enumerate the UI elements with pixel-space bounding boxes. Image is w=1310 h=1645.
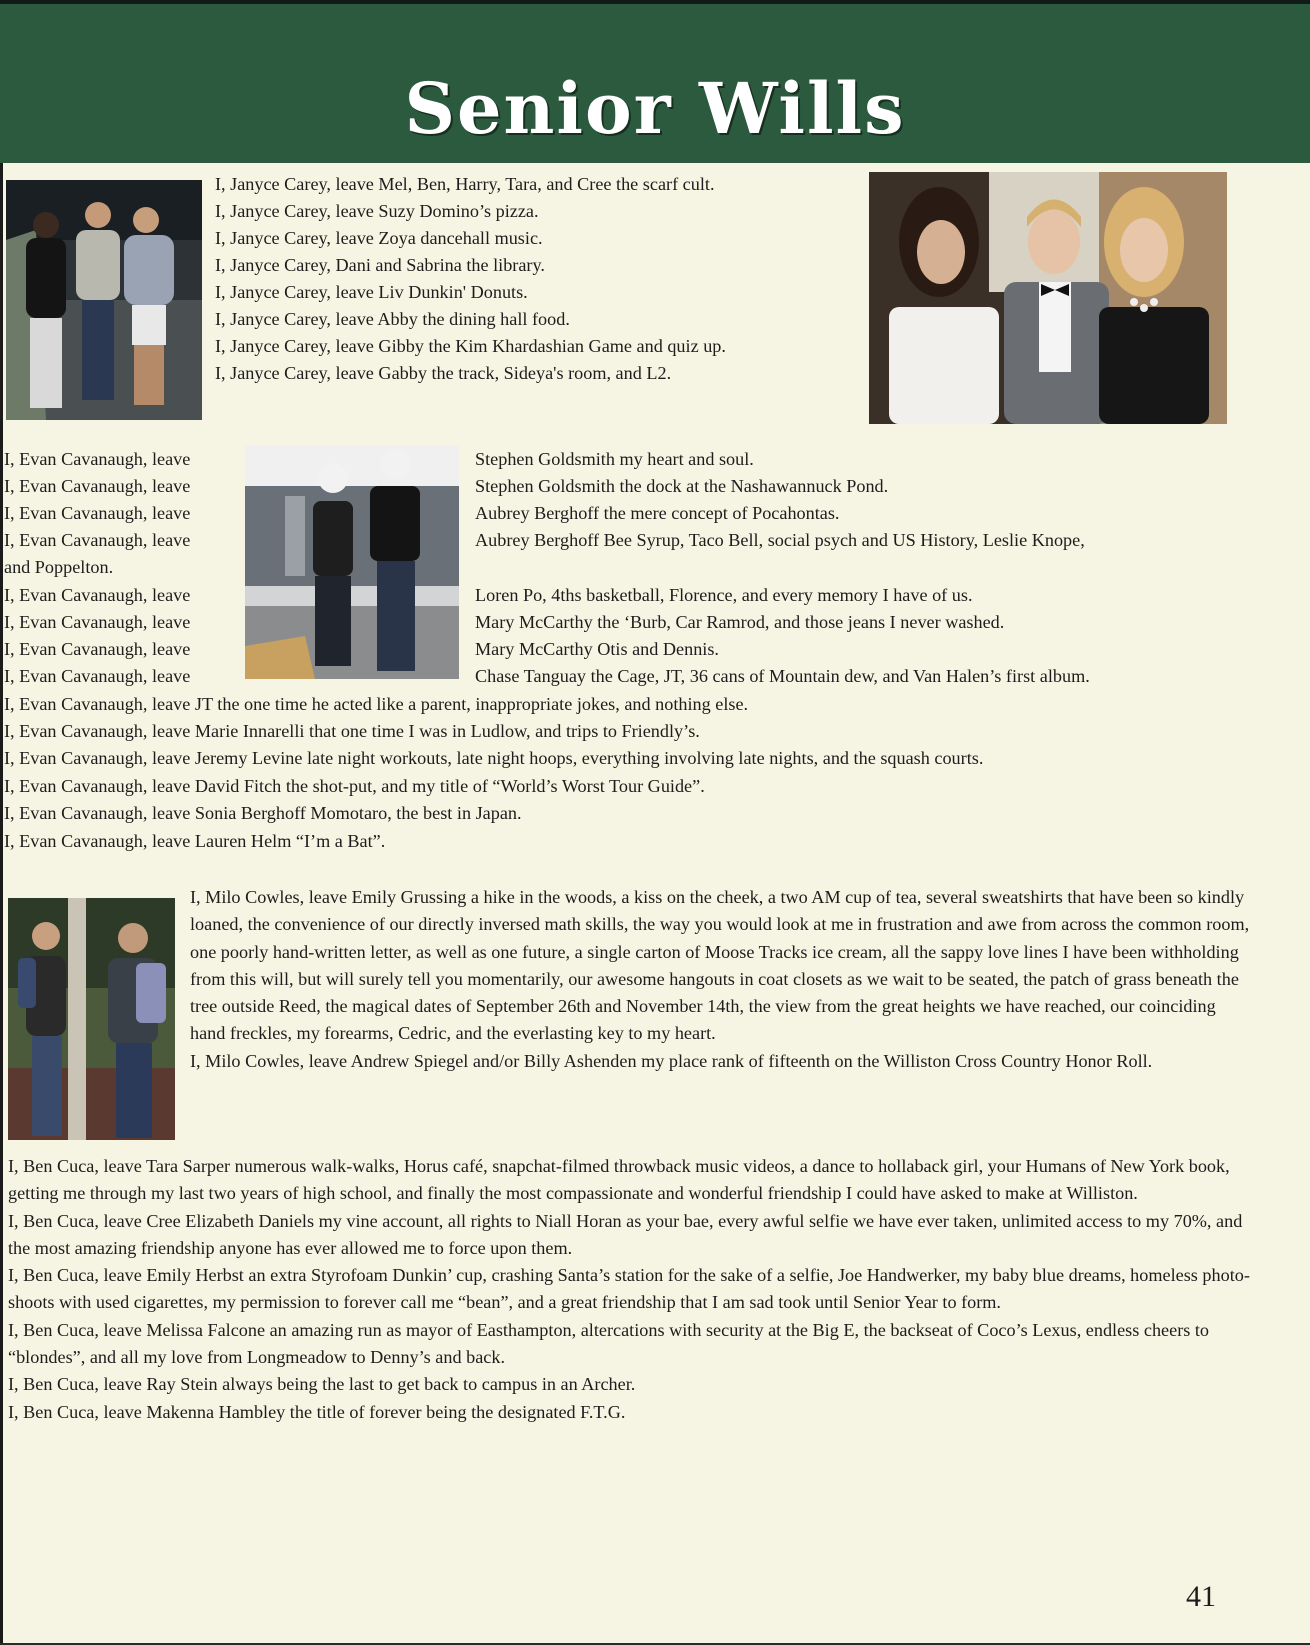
- will-rest: Stephen Goldsmith the dock at the Nashawannuck Pond.: [475, 476, 889, 496]
- will-paragraph: I, Ben Cuca, leave Cree Elizabeth Daniels my vine account, all rights to Niall Horan as your bae, every awful selfie we have ever taken, unlimited access to my 70%, and the most amazing friendship anyone has ever allowed me to force upon them.: [8, 1210, 1243, 1258]
- page-title: Senior Wills: [404, 67, 906, 150]
- will-continuation: and Poppelton.: [4, 557, 114, 577]
- will-line: I, Janyce Carey, leave Gibby the Kim Khardashian Game and quiz up.: [215, 336, 726, 356]
- milo-wills: [190, 884, 1250, 1075]
- will-paragraph: I, Ben Cuca, leave Tara Sarper numerous walk-walks, Horus café, snapchat-filmed throwback music videos, a dance to hollaback girl, your Humans of New York book, getting me through my last two years of high school, and finally the most compassionate and wonderful friendship I could have asked to make at Williston.: [8, 1156, 1230, 1204]
- will-line: I, Evan Cavanaugh, leave Sonia Berghoff Momotaro, the best in Japan.: [4, 803, 522, 823]
- photo-two-guys-backpacks: [8, 898, 175, 1140]
- will-line: I, Janyce Carey, leave Abby the dining hall food.: [215, 309, 570, 329]
- will-line: I, Evan Cavanaugh, leave David Fitch the shot-put, and my title of “World’s Worst Tour Guide”.: [4, 776, 705, 796]
- will-line: I, Janyce Carey, leave Zoya dancehall music.: [215, 228, 543, 248]
- will-line: I, Evan Cavanaugh, leave Marie Innarelli that one time I was in Ludlow, and trips to Friendly’s.: [4, 721, 700, 741]
- will-rest: Aubrey Berghoff Bee Syrup, Taco Bell, social psych and US History, Leslie Knope,: [475, 530, 1085, 550]
- will-rest: Mary McCarthy the ‘Burb, Car Ramrod, and those jeans I never washed.: [475, 612, 1005, 632]
- header-banner: [0, 0, 1310, 163]
- will-paragraph: I, Ben Cuca, leave Ray Stein always being the last to get back to campus in an Archer.: [8, 1374, 636, 1395]
- will-line: I, Janyce Carey, leave Liv Dunkin' Donuts.: [215, 282, 528, 302]
- will-rest: Aubrey Berghoff the mere concept of Pocahontas.: [475, 503, 840, 523]
- will-prefix: I, Evan Cavanaugh, leave: [4, 666, 191, 686]
- will-paragraph: I, Milo Cowles, leave Emily Grussing a hike in the woods, a kiss on the cheek, a two AM cup of tea, several sweatshirts that have been so kindly loaned, the convenience of our directly inversed math skills, the way you would look at me in frustration and awe from across the common room, one poorly hand-written letter, as well as one future, a single carton of Moose Tracks ice cream, all the sappy love lines I have been withholding from this will, but will surely tell you momentarily, our awesome hangouts in coat closets as we wait to be seated, the patch of grass beneath the tree outside Reed, the magical dates of September 26th and November 14th, the view from the great heights we have reached, our coinciding hand freckles, my forearms, Cedric, and the everlasting key to my heart.: [190, 887, 1250, 1044]
- photo-hockey-helmets: [245, 446, 459, 679]
- will-prefix: I, Evan Cavanaugh, leave: [4, 612, 191, 632]
- will-paragraph: I, Ben Cuca, leave Emily Herbst an extra Styrofoam Dunkin’ cup, crashing Santa’s station for the sake of a selfie, Joe Handwerker, my baby blue dreams, homeless photo-shoots with used cigarettes, my permission to forever call me “bean”, and a great friendship that I am sad took until Senior Year to form.: [8, 1265, 1250, 1313]
- will-line: I, Evan Cavanaugh, leave JT the one time he acted like a parent, inappropriate jokes, and nothing else.: [4, 694, 749, 714]
- ben-wills: [8, 1153, 1258, 1426]
- will-line: I, Evan Cavanaugh, leave Lauren Helm “I’m a Bat”.: [4, 831, 386, 851]
- will-line: I, Janyce Carey, leave Suzy Domino’s pizza.: [215, 201, 539, 221]
- will-rest: Stephen Goldsmith my heart and soul.: [475, 449, 754, 469]
- will-line: I, Evan Cavanaugh, leave Jeremy Levine late night workouts, late night hoops, everything involving late nights, and the squash courts.: [4, 748, 984, 768]
- will-line: I, Janyce Carey, Dani and Sabrina the library.: [215, 255, 545, 275]
- will-paragraph: I, Ben Cuca, leave Melissa Falcone an amazing run as mayor of Easthampton, altercations with security at the Big E, the backseat of Coco’s Lexus, endless cheers to “blondes”, and all my love from Longmeadow to Denny’s and back.: [8, 1319, 1210, 1368]
- will-prefix: I, Evan Cavanaugh, leave: [4, 449, 191, 469]
- will-paragraph: I, Milo Cowles, leave Andrew Spiegel and/or Billy Ashenden my place rank of fifteenth on the Williston Cross Country Honor Roll.: [190, 1050, 1153, 1071]
- will-rest: Chase Tanguay the Cage, JT, 36 cans of Mountain dew, and Van Halen’s first album.: [475, 666, 1090, 686]
- page-number: 41: [1186, 1580, 1216, 1613]
- will-prefix: I, Evan Cavanaugh, leave: [4, 639, 191, 659]
- will-paragraph: I, Ben Cuca, leave Makenna Hambley the title of forever being the designated F.T.G.: [8, 1401, 626, 1422]
- will-prefix: I, Evan Cavanaugh, leave: [4, 585, 191, 605]
- will-rest: Mary McCarthy Otis and Dennis.: [475, 639, 719, 659]
- left-edge-rule: [0, 163, 3, 1645]
- will-rest: Loren Po, 4ths basketball, Florence, and every memory I have of us.: [475, 585, 973, 605]
- will-prefix: I, Evan Cavanaugh, leave: [4, 530, 191, 550]
- will-line: I, Janyce Carey, leave Mel, Ben, Harry, Tara, and Cree the scarf cult.: [215, 174, 715, 194]
- photo-formal-trio: [869, 172, 1227, 424]
- will-prefix: I, Evan Cavanaugh, leave: [4, 476, 191, 496]
- will-prefix: I, Evan Cavanaugh, leave: [4, 503, 191, 523]
- will-line: I, Janyce Carey, leave Gabby the track, Sideya's room, and L2.: [215, 363, 672, 383]
- photo-three-girls: [6, 180, 202, 420]
